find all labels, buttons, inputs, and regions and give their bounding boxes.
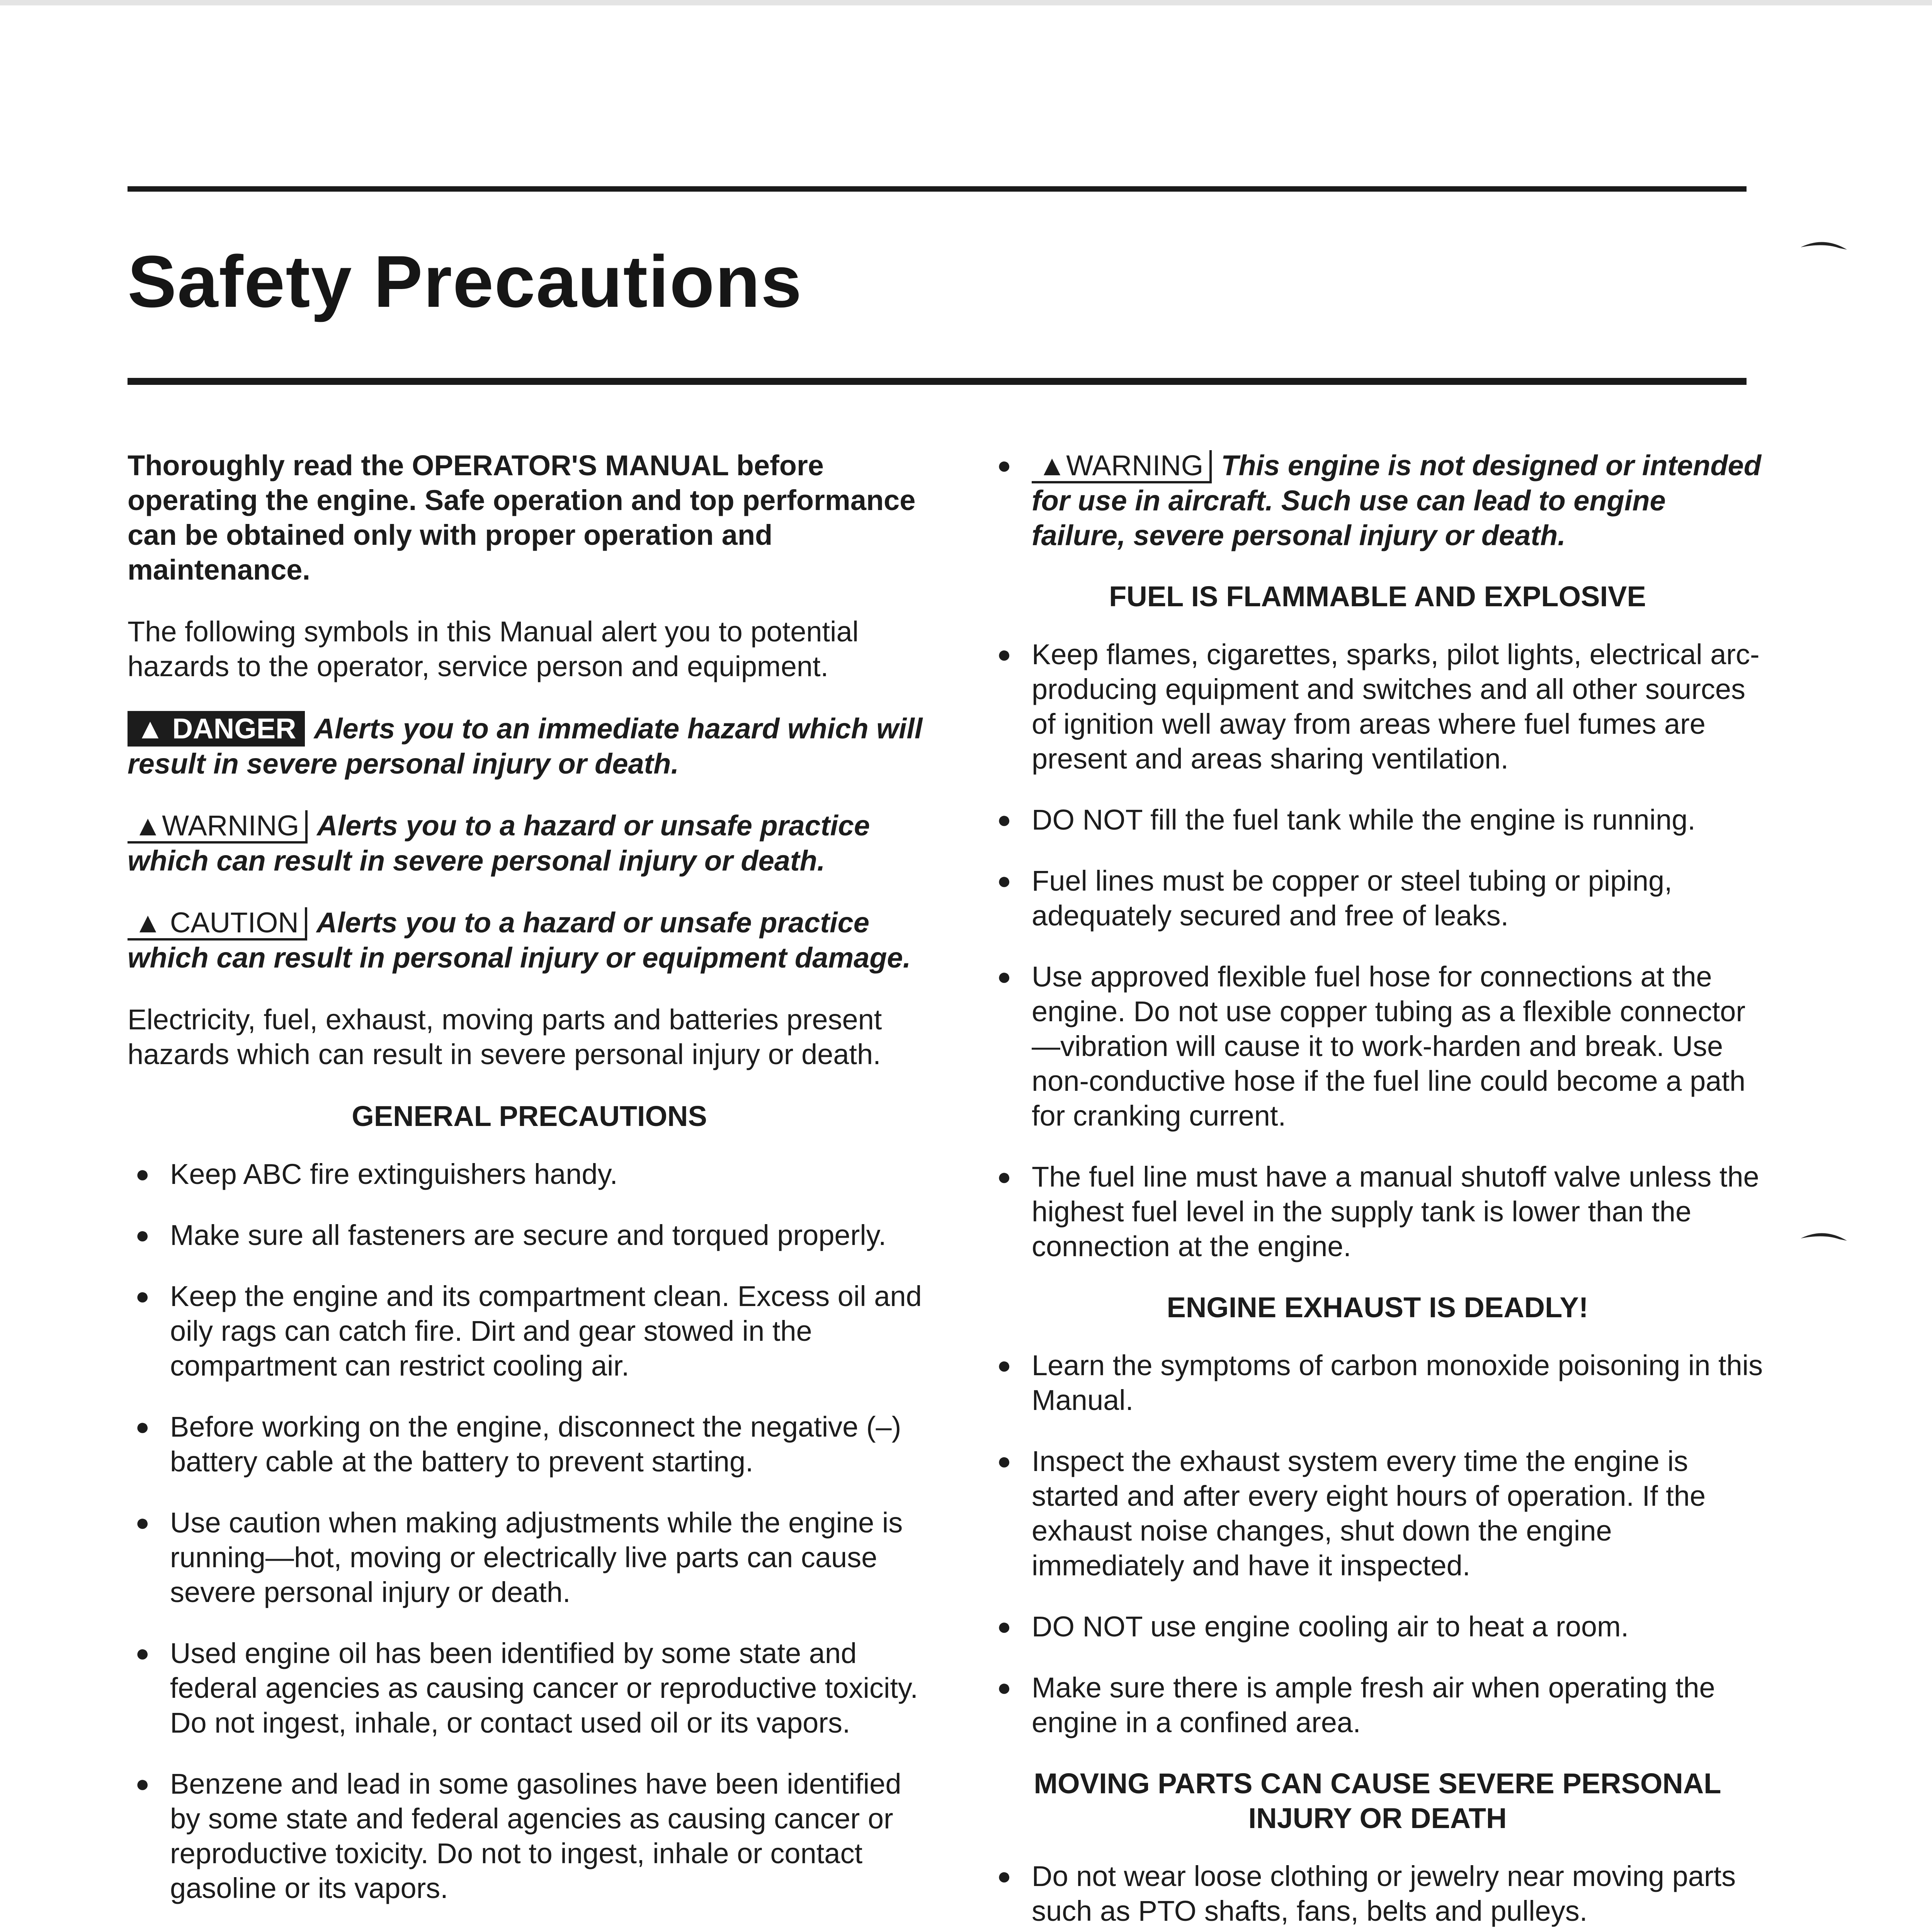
list-item: ● Learn the symptoms of carbon monoxide poisoning in this Manual.	[989, 1348, 1766, 1418]
right-column	[989, 448, 1766, 1932]
list-item: ● Benzene and lead in some gasolines have been identified by some state and federal agencies as causing cancer or reproductive toxicity. Do not to ingest, inhale or contact gasoline or its vapors.	[128, 1767, 931, 1906]
bullet-icon: ●	[135, 1222, 150, 1248]
danger-text: Alerts you to an immediate hazard which will result in severe personal injury or death.	[128, 713, 923, 780]
caution-alert	[128, 905, 931, 975]
caution-badge: ▲ CAUTION	[128, 907, 307, 940]
warning-triangle-icon: ▲	[134, 906, 162, 939]
exhaust-list	[989, 1348, 1766, 1740]
bullet-icon: ●	[997, 806, 1012, 833]
aircraft-warning: ● ▲WARNING This engine is not designed or intended for use in aircraft. Such use can lead to engine failure, severe personal injury or death.	[989, 448, 1766, 553]
symbols-intro: The following symbols in this Manual alert you to potential hazards to the operator, service person and equipment.	[128, 616, 859, 682]
list-item: ● DO NOT use engine cooling air to heat a room.	[989, 1609, 1766, 1644]
danger-badge: ▲ DANGER	[128, 711, 305, 747]
bullet-icon: ●	[135, 1413, 150, 1440]
moving-list	[989, 1859, 1766, 1932]
warning-alert	[128, 808, 931, 878]
danger-alert	[128, 711, 931, 781]
list-item: ● Use approved flexible fuel hose for connections at the engine. Do not use copper tubing as a flexible connector—vibration will cause it to work-harden and break. Use non-conductive hose if the fuel line could become a path for cranking current.	[989, 959, 1766, 1133]
bullet-icon: ●	[135, 1640, 150, 1667]
fuel-list	[989, 637, 1766, 1264]
bullet-icon: ●	[997, 963, 1012, 990]
warning-triangle-icon: ▲	[1038, 449, 1066, 481]
bullet-icon: ●	[997, 1863, 1012, 1889]
bullet-icon: ●	[135, 1161, 150, 1187]
fuel-heading: FUEL IS FLAMMABLE AND EXPLOSIVE	[1109, 580, 1646, 612]
bullet-icon: ●	[997, 641, 1012, 668]
hazards-paragraph: Electricity, fuel, exhaust, moving parts and batteries present hazards which can result in severe personal injury or death.	[128, 1003, 882, 1070]
general-heading: GENERAL PRECAUTIONS	[352, 1100, 707, 1132]
bullet-icon: ●	[135, 1770, 150, 1797]
bullet-icon: ●	[135, 1283, 150, 1310]
list-item: ● Inspect the exhaust system every time the engine is started and after every eight hours of operation. If the exhaust noise changes, shut down the engine immediately and have it inspected.	[989, 1444, 1766, 1583]
list-item: ● The fuel line must have a manual shutoff valve unless the highest fuel level in the supply tank is lower than the connection at the engine.	[989, 1160, 1766, 1264]
list-item: ● Used engine oil has been identified by some state and federal agencies as causing cancer or reproductive toxicity. Do not ingest, inhale, or contact used oil or its vapors.	[128, 1636, 931, 1740]
aircraft-warning-list	[989, 448, 1766, 553]
left-column	[128, 448, 931, 1932]
list-item: ● DO NOT fill the fuel tank while the engine is running.	[989, 803, 1766, 837]
list-item: ● Fuel lines must be copper or steel tubing or piping, adequately secured and free of leaks.	[989, 864, 1766, 933]
list-item: ● Make sure there is ample fresh air when operating the engine in a confined area.	[989, 1670, 1766, 1740]
list-item: ● Before working on the engine, disconnect the negative (–) battery cable at the battery to prevent starting.	[128, 1410, 931, 1479]
warning-badge: ▲WARNING	[1032, 450, 1212, 483]
scan-edge-top	[0, 0, 1932, 5]
list-item: ● Keep ABC fire extinguishers handy.	[128, 1157, 931, 1192]
bullet-icon: ●	[997, 1163, 1012, 1190]
list-item: ● Keep the engine and its compartment clean. Excess oil and oily rags can catch fire. Dirt and gear stowed in the compartment can restrict cooling air.	[128, 1279, 931, 1383]
general-list	[128, 1157, 931, 1932]
exhaust-heading: ENGINE EXHAUST IS DEADLY!	[1167, 1291, 1588, 1323]
bullet-icon: ●	[135, 1509, 150, 1536]
list-item: ● Use caution when making adjustments while the engine is running—hot, moving or electrically live parts can cause severe personal injury or death.	[128, 1505, 931, 1610]
margin-tab-mark	[1801, 1231, 1847, 1242]
warning-badge: ▲WARNING	[128, 810, 308, 844]
warning-text: Alerts you to a hazard or unsafe practice which can result in severe personal injury or death.	[128, 810, 870, 877]
intro-paragraph: Thoroughly read the OPERATOR'S MANUAL before operating the engine. Safe operation and top performance can be obtained only with proper operation and maintenance.	[128, 449, 916, 586]
warning-triangle-icon: ▲	[136, 713, 165, 745]
list-item: ● Keep flames, cigarettes, sparks, pilot lights, electrical arc-producing equipment and switches and all other sources of ignition well away from areas where fuel fumes are present and areas sharing ventilation.	[989, 637, 1766, 776]
bullet-icon: ●	[997, 1613, 1012, 1640]
header-rule-bottom	[128, 378, 1747, 385]
list-item: ● Make sure all fasteners are secure and torqued properly.	[128, 1218, 931, 1253]
margin-tab-mark	[1801, 240, 1847, 251]
caution-text: Alerts you to a hazard or unsafe practice which can result in personal injury or equipment damage.	[128, 906, 911, 974]
bullet-icon: ●	[997, 1448, 1012, 1475]
bullet-icon: ●	[997, 1352, 1012, 1379]
page-title: Safety Precautions	[128, 241, 803, 323]
bullet-icon: ●	[997, 452, 1012, 479]
warning-triangle-icon: ▲	[134, 810, 162, 842]
bullet-icon: ●	[997, 1674, 1012, 1701]
list-item: ● Do not wear loose clothing or jewelry near moving parts such as PTO shafts, fans, belts and pulleys.	[989, 1859, 1766, 1929]
bullet-icon: ●	[997, 867, 1012, 894]
header-rule-top	[128, 186, 1747, 192]
moving-heading: MOVING PARTS CAN CAUSE SEVERE PERSONAL INJURY OR DEATH	[1034, 1767, 1721, 1834]
